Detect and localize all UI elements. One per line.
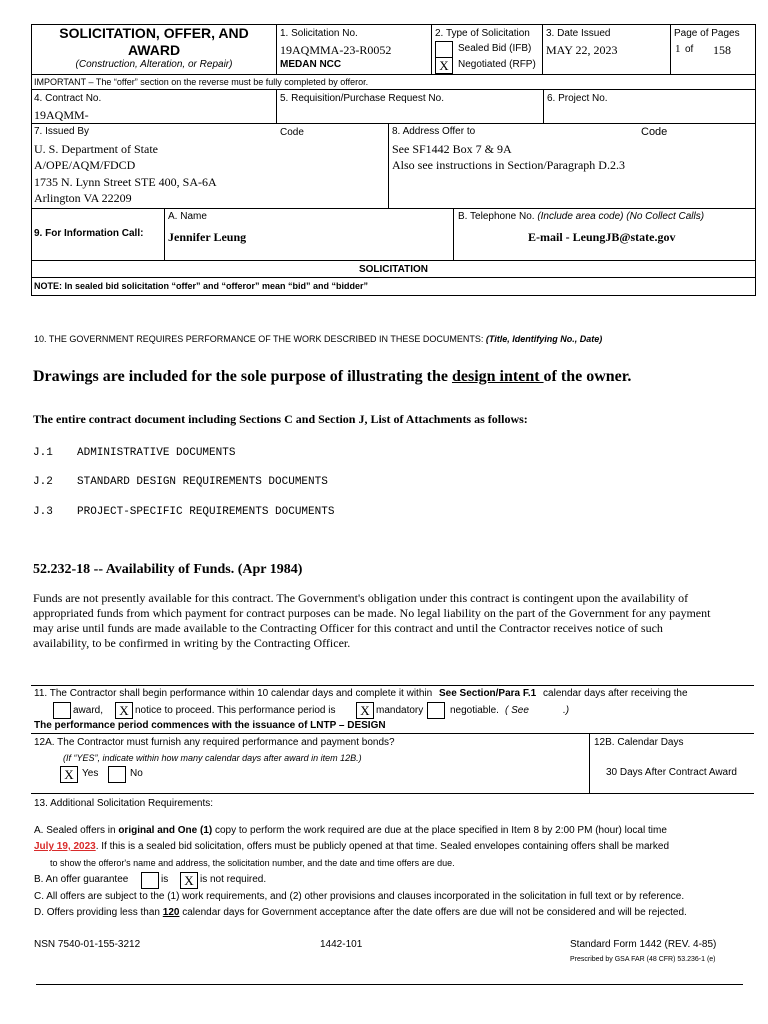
- note-label: NOTE:: [34, 281, 62, 291]
- solicitation-no: 19AQMMA-23-R0052: [280, 43, 392, 57]
- attachment-num: J.3: [33, 506, 53, 518]
- footer-nsn: NSN 7540-01-155-3212: [34, 939, 141, 950]
- item-13d-prefix: D. Offers providing less than: [34, 907, 163, 918]
- contact-name-label: A. Name: [168, 211, 207, 222]
- item-13a-line3: to show the offeror's name and address, the solicitation number, and the date and time offers are due.: [50, 858, 455, 868]
- funds-clause-heading: 52.232-18 -- Availability of Funds. (Apr 1984): [33, 562, 303, 577]
- item-12a-note: (If “YES”, indicate within how many calendar days after award in item 12B.): [63, 753, 362, 763]
- item-13a-line2: [34, 841, 669, 852]
- clause-line: availability, to be confirmed in writing by the Contracting Officer.: [33, 636, 351, 650]
- note-text: In sealed bid solicitation “offer” and “offeror” mean “bid” and “bidder”: [64, 281, 369, 291]
- issued-by-label: 7. Issued By: [34, 126, 90, 137]
- item-10-text: 10. THE GOVERNMENT REQUIRES PERFORMANCE OF THE WORK DESCRIBED IN THESE DOCUMENTS:: [34, 334, 484, 344]
- drawings-before: Drawings are included for the sole purpose of illustrating the: [33, 368, 452, 385]
- item-13b-label: B. An offer guarantee: [34, 874, 129, 885]
- clause-line: may arise until funds are made available to the Contracting Officer for this contract and until the Contractor receives notice of such: [33, 621, 663, 635]
- bonds-no-checkbox[interactable]: [108, 766, 126, 783]
- notice-label: notice to proceed. This performance period is: [135, 705, 336, 716]
- date-issued-label: 3. Date Issued: [546, 28, 611, 39]
- telephone-note: (Include area code) (No Collect Calls): [537, 211, 705, 222]
- item-12a-label: 12A. The Contractor must furnish any required performance and payment bonds?: [34, 737, 395, 748]
- attachment-item: [33, 476, 328, 488]
- requisition-label: 5. Requisition/Purchase Request No.: [280, 93, 444, 104]
- footer-code: 1442-101: [320, 939, 363, 950]
- item-11-text2: calendar days after receiving the: [543, 688, 688, 699]
- clause-line: Funds are not presently available for this contract. The Government's obligation under this contract is contingent upon the availability of: [33, 591, 689, 605]
- telephone-label: [458, 211, 704, 222]
- entire-contract-note: The entire contract document including Sections C and Section J, List of Attachments as follows:: [33, 412, 528, 426]
- attachment-num: J.1: [33, 447, 53, 459]
- item-12b-label: 12B. Calendar Days: [594, 737, 684, 748]
- notice-checkbox[interactable]: X: [115, 702, 133, 719]
- bonds-no-label: No: [130, 768, 143, 779]
- drawings-underlined: design intent: [451, 368, 544, 385]
- address-offer-label: 8. Address Offer to: [392, 126, 476, 137]
- footer-form-name: Standard Form 1442 (REV. 4-85): [570, 939, 717, 950]
- project-no-label: 6. Project No.: [547, 93, 608, 104]
- item-10: [34, 334, 602, 344]
- footer-rule: [36, 984, 743, 985]
- drawings-after: of the owner.: [543, 368, 632, 385]
- address-offer-code-label: Code: [641, 126, 668, 138]
- bonds-yes-label: Yes: [82, 768, 99, 779]
- page-current: 1: [675, 43, 681, 55]
- item-10-italic: (Title, Identifying No., Date): [485, 334, 603, 344]
- see-end: .): [563, 705, 570, 716]
- sealed-bid-checkbox[interactable]: [435, 41, 453, 58]
- negotiated-label: Negotiated (RFP): [458, 59, 536, 70]
- guarantee-isnot-label: is not required.: [200, 874, 267, 885]
- contract-no: 19AQMM-: [34, 108, 89, 122]
- item-13a-prefix: A. Sealed offers in: [34, 825, 119, 836]
- attachment-item: [33, 447, 235, 459]
- contact-name: Jennifer Leung: [168, 230, 247, 244]
- mandatory-checkbox[interactable]: X: [356, 702, 374, 719]
- item-11-line1: [34, 688, 688, 699]
- negotiable-checkbox[interactable]: [427, 702, 445, 719]
- page-total: 158: [713, 43, 731, 57]
- acceptance-days: 120: [162, 907, 180, 918]
- guarantee-isnot-checkbox[interactable]: X: [180, 872, 198, 889]
- attachment-title: ADMINISTRATIVE DOCUMENTS: [77, 447, 236, 459]
- sealed-bid-label: Sealed Bid (IFB): [458, 43, 532, 54]
- page-of-pages-label: Page of Pages: [674, 28, 740, 39]
- item-13a-line1: [34, 825, 667, 836]
- address-line: Arlington VA 22209: [34, 191, 132, 205]
- address-line: U. S. Department of State: [34, 142, 158, 156]
- telephone-label-text: B. Telephone No.: [458, 211, 535, 222]
- clause-line: appropriated funds from which payment for contract purposes can be made. No legal liability on the part of the Government for any payment: [33, 606, 711, 620]
- important-note: IMPORTANT – The “offer” section on the reverse must be fully completed by offeror.: [34, 77, 369, 87]
- award-checkbox[interactable]: [53, 702, 71, 719]
- issued-by-code-label: Code: [280, 127, 304, 138]
- attachment-item: [33, 506, 334, 518]
- contract-no-label: 4. Contract No.: [34, 93, 102, 104]
- item-13d-rest: calendar days for Government acceptance after the date offers are due will not be considered and will be rejected.: [179, 907, 687, 918]
- see-label: ( See: [505, 705, 529, 716]
- item-13a-line2-text: . If this is a sealed bid solicitation, offers must be publicly opened at that time. Sealed envelopes containing offers shall be marked: [95, 841, 670, 852]
- address-offer-line: See SF1442 Box 7 & 9A: [392, 142, 512, 156]
- item-13d: [34, 907, 687, 918]
- address-offer-line: Also see instructions in Section/Paragraph D.2.3: [392, 158, 625, 172]
- page-of-word: of: [685, 44, 694, 55]
- date-issued: MAY 22, 2023: [546, 43, 618, 57]
- form-subtitle: (Construction, Alteration, or Repair): [75, 59, 233, 70]
- offer-due-date: July 19, 2023: [34, 841, 96, 852]
- sealed-bid-note: [34, 281, 368, 291]
- item-13a-rest: copy to perform the work required are due at the place specified in Item 8 by 2:00 PM (hour) local time: [212, 825, 667, 836]
- negotiated-checkbox[interactable]: X: [435, 57, 453, 74]
- performance-period-note: The performance period commences with the issuance of LNTP – DESIGN: [34, 720, 386, 731]
- attachment-title: STANDARD DESIGN REQUIREMENTS DOCUMENTS: [77, 476, 328, 488]
- item-12b-value: 30 Days After Contract Award: [606, 767, 737, 778]
- solicitation-heading: SOLICITATION: [358, 264, 429, 275]
- negotiable-label: negotiable.: [450, 705, 499, 716]
- item-11-text1: 11. The Contractor shall begin performance within 10 calendar days and complete it within: [34, 688, 433, 699]
- item-13c: C. All offers are subject to the (1) work requirements, and (2) other provisions and clauses incorporated in the solicitation in full text or by reference.: [34, 891, 685, 902]
- solicitation-no-label: 1. Solicitation No.: [280, 28, 358, 39]
- address-line: 1735 N. Lynn Street STE 400, SA-6A: [34, 175, 217, 189]
- item-13-label: 13. Additional Solicitation Requirements:: [34, 798, 213, 809]
- solicitation-type-label: 2. Type of Solicitation: [435, 28, 530, 39]
- form-title: SOLICITATION, OFFER, AND AWARD: [59, 25, 249, 58]
- drawings-statement: [33, 368, 631, 386]
- mandatory-label: mandatory: [376, 705, 424, 716]
- bonds-yes-checkbox[interactable]: X: [60, 766, 78, 783]
- guarantee-is-label: is: [161, 874, 169, 885]
- guarantee-is-checkbox[interactable]: [141, 872, 159, 889]
- attachment-num: J.2: [33, 476, 53, 488]
- award-label: award,: [73, 705, 104, 716]
- info-call-label: 9. For Information Call:: [34, 228, 144, 239]
- attachment-title: PROJECT-SPECIFIC REQUIREMENTS DOCUMENTS: [77, 506, 335, 518]
- item-13a-bold: original and One (1): [118, 825, 213, 836]
- footer-prescribed: Prescribed by GSA FAR (48 CFR) 53.236-1 (e): [570, 956, 716, 963]
- item-11-bold: See Section/Para F.1: [438, 688, 537, 699]
- solicitation-name: MEDAN NCC: [280, 59, 342, 70]
- address-line: A/OPE/AQM/FDCD: [34, 158, 136, 172]
- contact-email[interactable]: E-mail - LeungJB@state.gov: [528, 230, 676, 244]
